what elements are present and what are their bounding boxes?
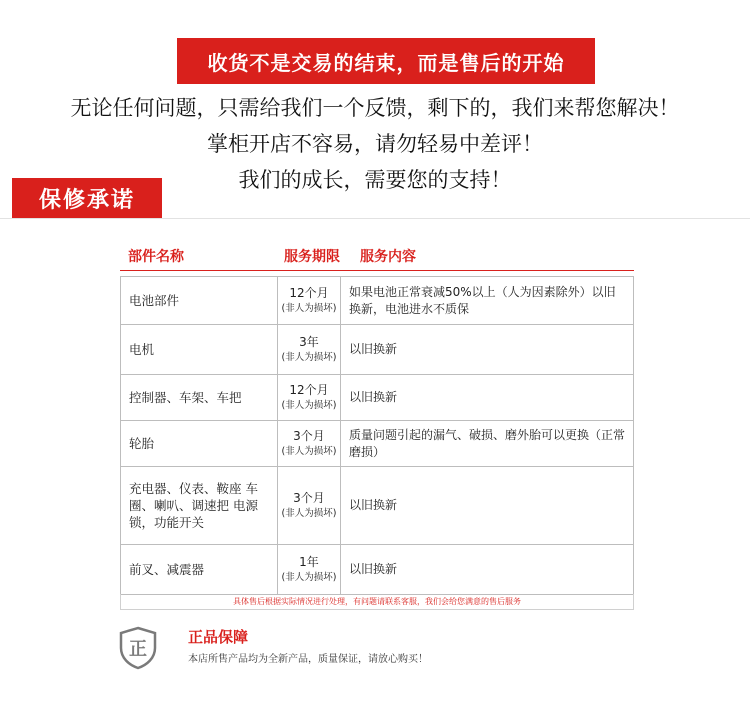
header-underline [120,270,634,271]
table-row [121,545,634,595]
warranty-section-title: 保修承诺 [12,178,162,218]
intro-line-2: 掌柜开店不容易，请勿轻易中差评！ [207,132,543,156]
part-cell: 电机 [121,325,278,375]
period-cell [278,375,341,421]
intro-line-3: 我们的成长，需要您的支持！ [238,168,512,192]
warranty-table [120,276,634,595]
period-cell [278,277,341,325]
period-note: (非人为损坏) [281,571,337,583]
period-value: 12个月 [289,382,329,397]
period-note: (非人为损坏) [281,445,337,457]
intro-line-1: 无论任何问题，只需给我们一个反馈，剩下的，我们来帮您解决！ [70,96,680,120]
content-cell: 如果电池正常衰减50%以上（人为因素除外）以旧换新，电池进水不质保 [341,277,634,325]
period-note: (非人为损坏) [281,302,337,314]
period-note: (非人为损坏) [281,507,337,519]
shield-char: 正 [129,639,147,660]
content-cell: 质量问题引起的漏气、破损、磨外胎可以更换（正常磨损） [341,421,634,467]
table-row [121,277,634,325]
period-note: (非人为损坏) [281,351,337,363]
table-row [121,325,634,375]
content-cell: 以旧换新 [341,325,634,375]
content-cell: 以旧换新 [341,375,634,421]
headline-banner: 收货不是交易的结束，而是售后的开始 [177,38,595,84]
period-value: 3年 [299,334,319,349]
table-footnote: 具体售后根据实际情况进行处理，有问题请联系客服，我们会给您满意的售后服务 [120,594,634,610]
part-cell: 前叉、减震器 [121,545,278,595]
genuine-guarantee-title: 正品保障 [188,628,249,646]
period-value: 3个月 [293,490,325,505]
period-cell [278,421,341,467]
header-service-period: 服务期限 [284,249,340,265]
table-row [121,375,634,421]
part-cell: 电池部件 [121,277,278,325]
period-value: 12个月 [289,285,329,300]
header-service-content: 服务内容 [360,249,416,265]
period-value: 3个月 [293,428,325,443]
part-cell: 充电器、仪表、鞍座 车圈、喇叭、调速把 电源锁，功能开关 [121,467,278,545]
header-part-name: 部件名称 [128,249,184,265]
part-cell: 轮胎 [121,421,278,467]
part-cell: 控制器、车架、车把 [121,375,278,421]
period-value: 1年 [299,554,319,569]
period-note: (非人为损坏) [281,399,337,411]
table-row [121,421,634,467]
period-cell [278,467,341,545]
section-divider [0,218,750,219]
period-cell [278,325,341,375]
content-cell: 以旧换新 [341,545,634,595]
period-cell [278,545,341,595]
content-cell: 以旧换新 [341,467,634,545]
genuine-guarantee-text: 本店所售产品均为全新产品，质量保证，请放心购买！ [188,654,428,665]
shield-icon [118,626,158,670]
table-row [121,467,634,545]
